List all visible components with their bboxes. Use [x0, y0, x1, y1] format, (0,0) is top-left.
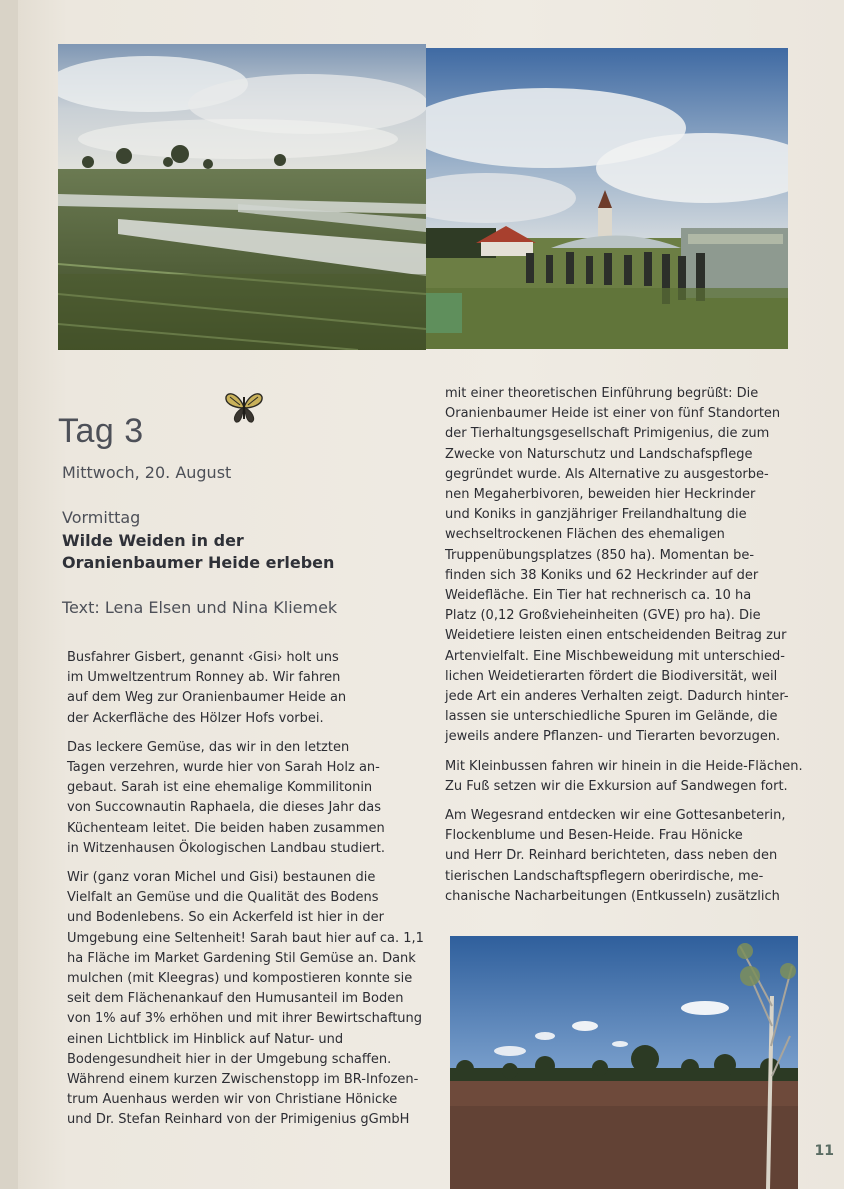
text-line: chanische Nacharbeitungen (Entkusseln) zusätzlich — [445, 888, 780, 904]
day-title: Tag 3 — [58, 412, 144, 450]
text-line: tierischen Landschaftspflegern oberirdische, me- — [445, 868, 764, 884]
text-line: Artenvielfalt. Eine Mischbeweidung mit unterschied- — [445, 648, 785, 664]
text-line: Flockenblume und Besen-Heide. Frau Hönicke — [445, 828, 743, 844]
day-date: Mittwoch, 20. August — [62, 463, 232, 482]
text-line: lassen sie unterschiedliche Spuren im Gelände, die — [445, 709, 778, 725]
text-line: Vielfalt an Gemüse und die Qualität des Bodens — [67, 890, 379, 906]
text-line: Zu Fuß setzen wir die Exkursion auf Sandwegen fort. — [445, 778, 788, 794]
text-line: nen Megaherbivoren, beweiden hier Heckrinder — [445, 487, 756, 503]
swallowtail-butterfly-icon — [224, 389, 264, 425]
text-line: Tagen verzehren, wurde hier von Sarah Holz an- — [67, 760, 380, 776]
text-line: Küchenteam leitet. Die beiden haben zusammen — [67, 820, 385, 836]
text-column-left — [67, 648, 427, 1140]
text-line: Oranienbaumer Heide ist einer von fünf Standorten — [445, 406, 781, 422]
text-line: Während einem kurzen Zwischenstopp im BR-Infozen- — [67, 1072, 419, 1088]
text-line: trum Auenhaus werden wir von Christiane Hönicke — [67, 1092, 398, 1108]
text-line: Weidetiere leisten einen entscheidenden Beitrag zur — [445, 628, 787, 644]
text-line: der Tierhaltungsgesellschaft Primigenius, die zum — [445, 426, 770, 442]
text-line: gebaut. Sarah ist eine ehemalige Kommilitonin — [67, 780, 373, 796]
text-line: wechseltrockenen Flächen des ehemaligen — [445, 527, 725, 543]
text-line: Platz (0,12 Großvieheinheiten (GVE) pro ha). Die — [445, 608, 761, 624]
text-line: im Umweltzentrum Ronney ab. Wir fahren — [67, 670, 341, 686]
article-subtitle — [62, 530, 392, 574]
text-line: und Koniks in ganzjähriger Freilandhaltung die — [445, 507, 747, 523]
text-line: Weidefläche. Ein Tier hat rechnerisch ca. 10 ha — [445, 588, 752, 604]
text-line: Am Wegesrand entdecken wir eine Gottesanbeterin, — [445, 808, 786, 824]
text-line: der Ackerfläche des Hölzer Hofs vorbei. — [67, 710, 324, 726]
paragraph — [445, 757, 815, 797]
text-line: gegründet wurde. Als Alternative zu ausgestorbe- — [445, 466, 769, 482]
text-column-right — [445, 384, 815, 916]
article-subtitle-line: Wilde Weiden in der — [62, 531, 244, 550]
text-line: jede Art ein anderes Verhalten zeigt. Dadurch hinter- — [445, 689, 789, 705]
paragraph — [445, 806, 815, 907]
paragraph — [67, 648, 427, 729]
text-line: Bodengesundheit hier in der Umgebung schaffen. — [67, 1051, 392, 1067]
article-authors: Text: Lena Elsen und Nina Kliemek — [62, 598, 338, 617]
text-line: und Dr. Stefan Reinhard von der Primigenius gGmbH — [67, 1112, 410, 1128]
text-line: von Succownautin Raphaela, die dieses Jahr das — [67, 800, 381, 816]
photo-group-greenhouse — [426, 48, 788, 349]
text-line: Wir (ganz voran Michel und Gisi) bestaunen die — [67, 870, 376, 886]
text-line: Truppenübungsplatzes (850 ha). Momentan be- — [445, 547, 755, 563]
text-line: Mit Kleinbussen fahren wir hinein in die Heide-Flächen. — [445, 758, 803, 774]
text-line: auf dem Weg zur Oranienbaumer Heide an — [67, 690, 347, 706]
text-line: seit dem Flächenankauf den Humusanteil im Boden — [67, 991, 404, 1007]
page-number: 11 — [814, 1143, 834, 1159]
text-line: Zwecke von Naturschutz und Landschafspflege — [445, 446, 753, 462]
session-label: Vormittag — [62, 508, 141, 527]
text-line: Umgebung eine Seltenheit! Sarah baut hier auf ca. 1,1 — [67, 930, 424, 946]
text-line: lichen Weidetierarten fördert die Biodiversität, weil — [445, 668, 778, 684]
text-line: mulchen (mit Kleegras) und kompostieren konnte sie — [67, 971, 413, 987]
paragraph — [67, 738, 427, 859]
text-line: mit einer theoretischen Einführung begrüßt: Die — [445, 386, 759, 401]
text-line: und Herr Dr. Reinhard berichteten, dass neben den — [445, 848, 778, 864]
text-line: einen Lichtblick im Hinblick auf Natur- und — [67, 1031, 344, 1047]
photo-vegetable-field — [58, 44, 426, 350]
paragraph — [67, 868, 427, 1131]
text-line: Das leckere Gemüse, das wir in den letzten — [67, 739, 350, 755]
text-line: von 1% auf 3% erhöhen und mit ihrer Bewirtschaftung — [67, 1011, 423, 1027]
text-line: ha Fläche im Market Gardening Stil Gemüse an. Dank — [67, 950, 416, 966]
paragraph — [445, 384, 815, 748]
photo-heathland — [450, 936, 798, 1189]
article-subtitle-line: Oranienbaumer Heide erleben — [62, 553, 335, 572]
text-line: und Bodenlebens. So ein Ackerfeld ist hier in der — [67, 910, 384, 926]
text-line: finden sich 38 Koniks und 62 Heckrinder auf der — [445, 567, 759, 583]
text-line: jeweils andere Pflanzen- und Tierarten bevorzugen. — [445, 729, 781, 745]
text-line: in Witzenhausen Ökologischen Landbau studiert. — [67, 840, 385, 856]
text-line: Busfahrer Gisbert, genannt ‹Gisi› holt uns — [67, 650, 339, 665]
